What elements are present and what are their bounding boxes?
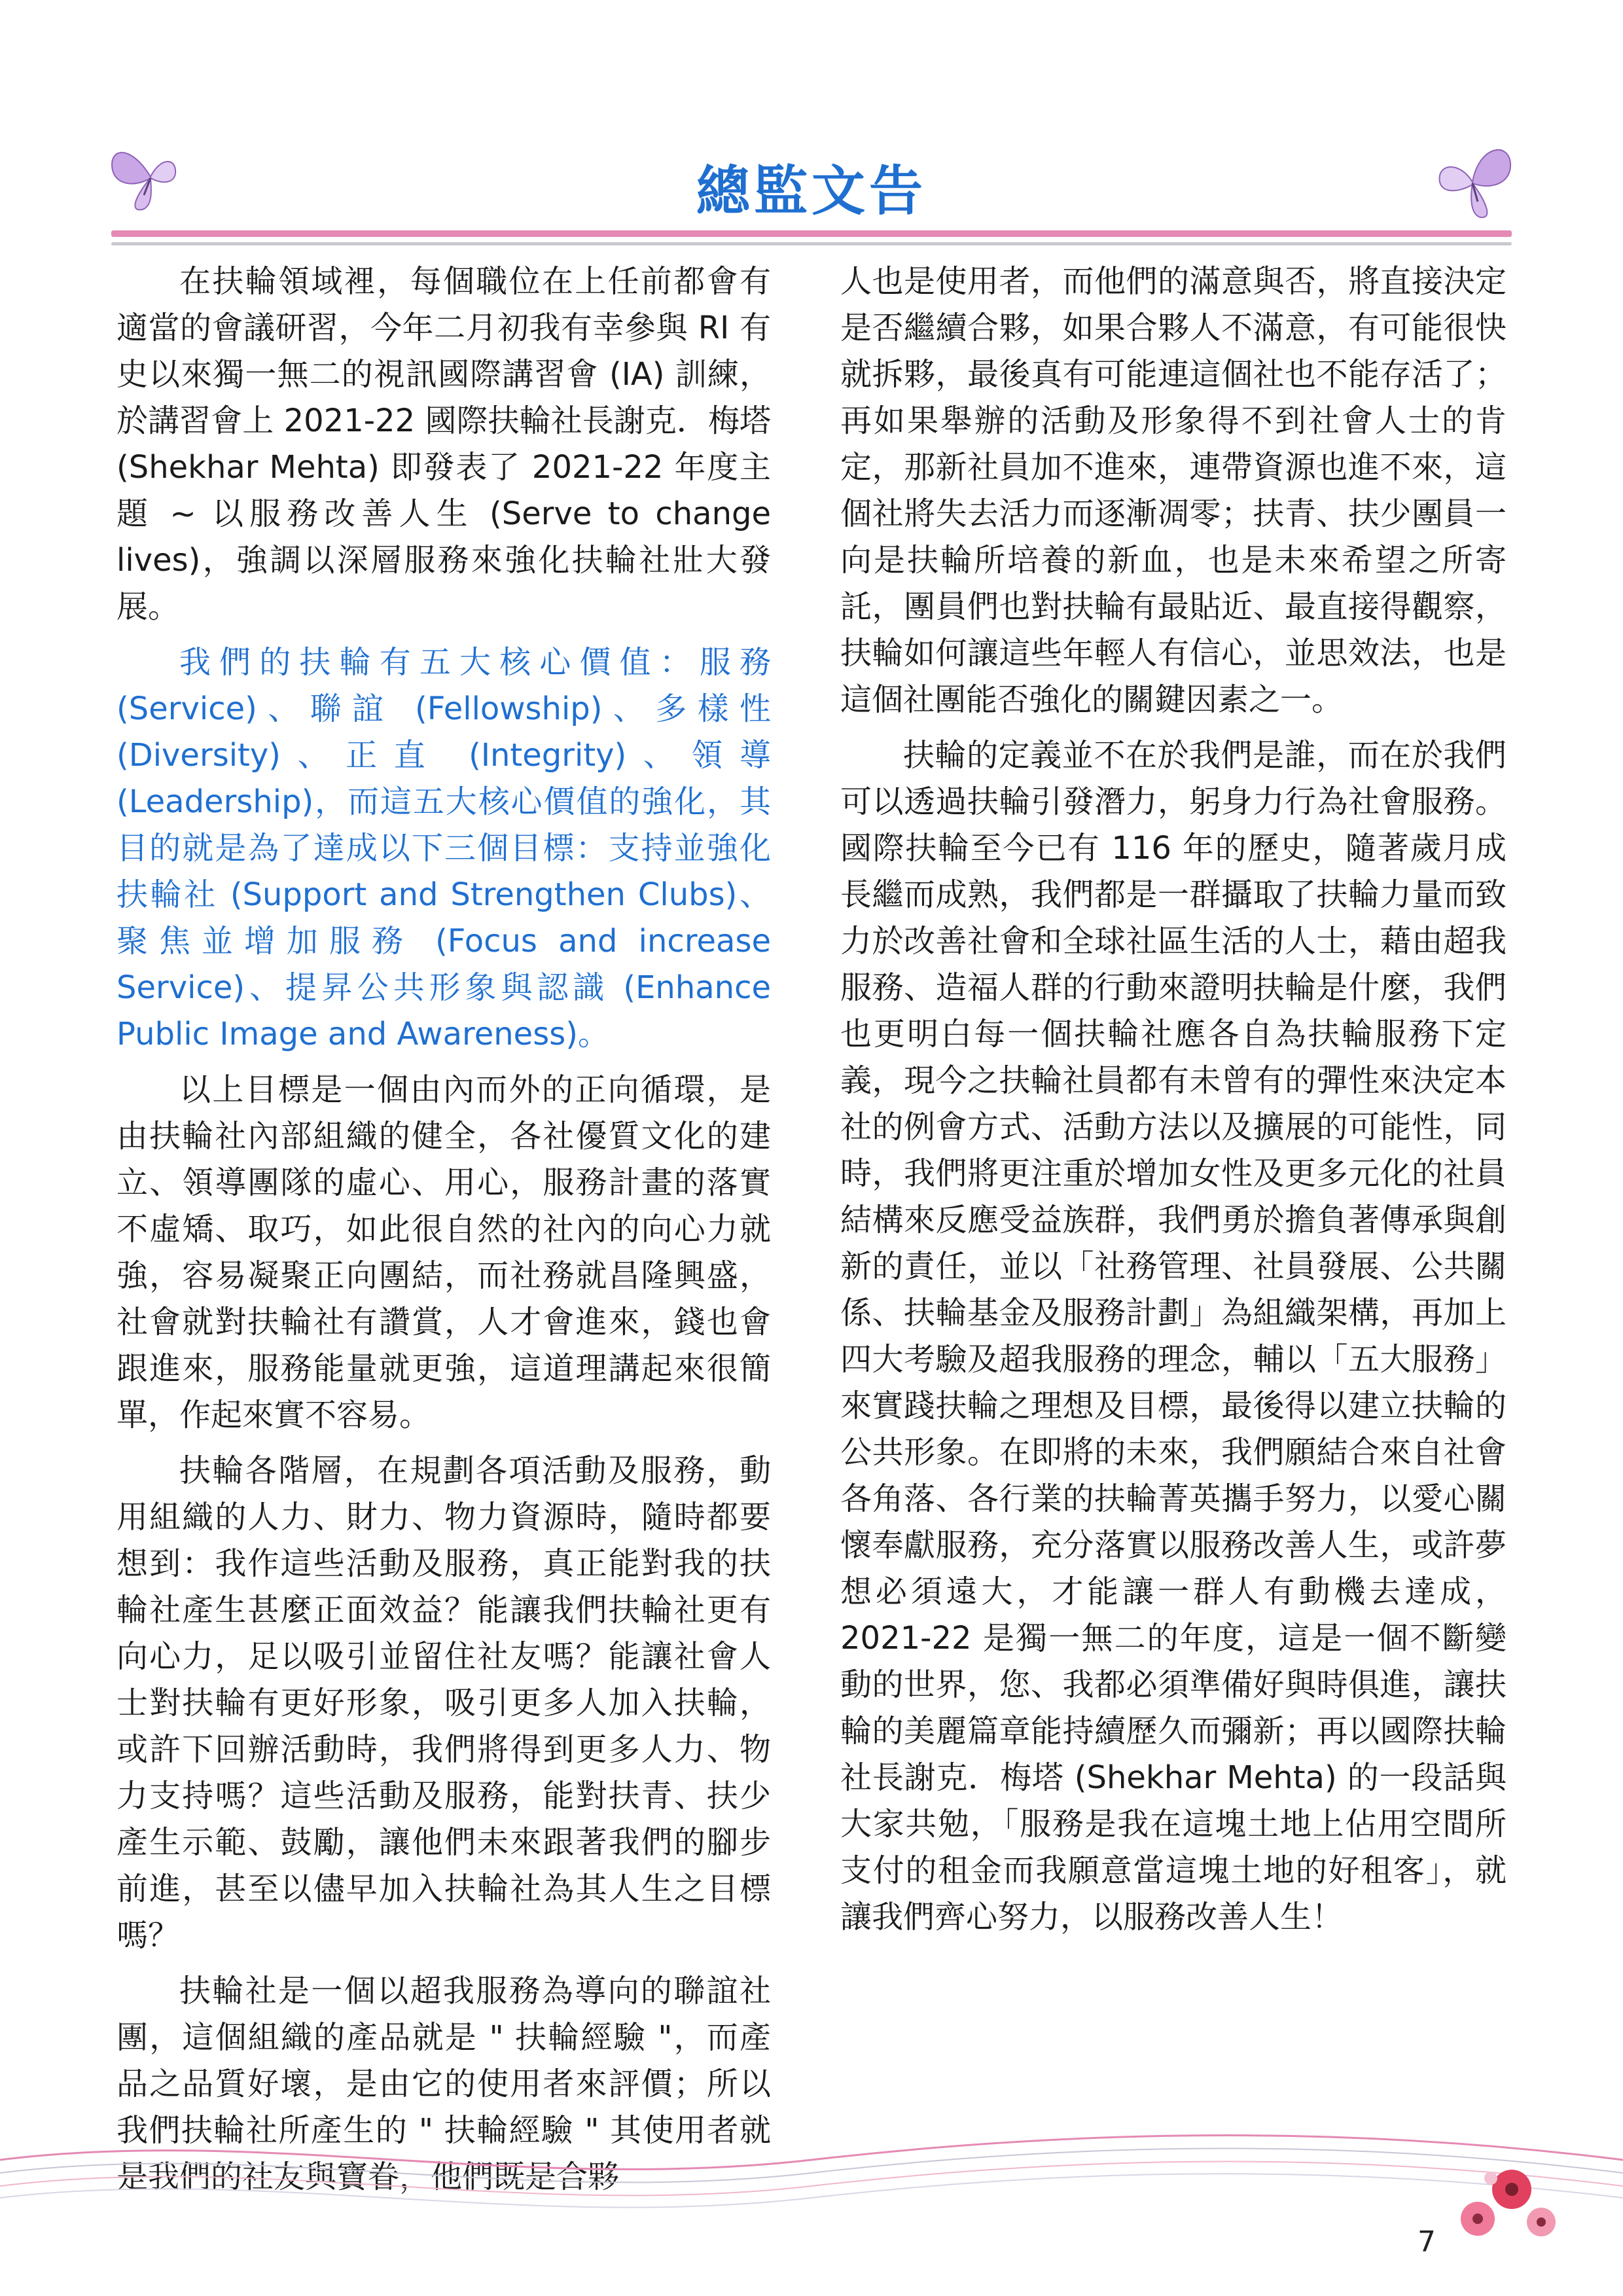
- right-column: [840, 259, 1507, 1950]
- left-column: [116, 259, 771, 2210]
- core-values-paragraph: 我們的扶輪有五大核心價值：服務 (Service)、聯誼 (Fellowship)、多樣性 (Diversity)、正直 (Integrity)、領導 (Leadership)，而這五大核心價值的強化，其目的就是為了達成以下三個目標：支持並強化扶輪社 (Support and Strengthen Clubs)、聚焦並增加服務 (Focus and increase Service)、提昇公共形象與認識 (Enhance Public Image and Awareness)。: [116, 644, 771, 1052]
- paragraph: 扶輪的定義並不在於我們是誰，而在於我們可以透過扶輪引發潛力，躬身力行為社會服務。國際扶輪至今已有 116 年的歷史，隨著歲月成長繼而成熟，我們都是一群攝取了扶輪力量而致力於改善社會和全球社區生活的人士，藉由超我服務、造福人群的行動來證明扶輪是什麼，我們也更明白每一個扶輪社應各自為扶輪服務下定義，現今之扶輪社員都有未曾有的彈性來決定本社的例會方式、活動方法以及擴展的可能性，同時，我們將更注重於增加女性及更多元化的社員結構來反應受益族群，我們勇於擔負著傳承與創新的責任，並以「社務管理、社員發展、公共關係、扶輪基金及服務計劃」為組織架構，再加上四大考驗及超我服務的理念，輔以「五大服務」來實踐扶輪之理想及目標，最後得以建立扶輪的公共形象。在即將的未來，我們願結合來自社會各角落、各行業的扶輪菁英攜手努力，以愛心關懷奉獻服務，充分落實以服務改善人生，或許夢想必須遠大，才能讓一群人有動機去達成，2021-22 是獨一無二的年度，這是一個不斷變動的世界，您、我都必須準備好與時俱進，讓扶輪的美麗篇章能持續歷久而彌新；再以國際扶輪社長謝克．梅塔 (Shekhar Mehta) 的一段話與大家共勉，「服務是我在這塊土地上佔用空間所支付的租金而我願意當這塊土地的好租客」，就讓我們齊心努力，以服務改善人生！: [840, 737, 1507, 1935]
- paragraph: 扶輪社是一個以超我服務為導向的聯誼社團，這個組織的產品就是 " 扶輪經驗 "，而產品之品質好壞，是由它的使用者來評價；所以我們扶輪社所產生的 " 扶輪經驗 " 其使用者就是我們的社友與寶眷，他們既是合夥: [116, 1973, 771, 2195]
- flower-icon: [1461, 2170, 1556, 2236]
- paragraph: 在扶輪領域裡，每個職位在上任前都會有適當的會議研習，今年二月初我有幸參與 RI 有史以來獨一無二的視訊國際講習會 (IA) 訓練，於講習會上 2021-22 國際扶輪社長謝克．梅塔 (Shekhar Mehta) 即發表了 2021-22 年度主題 ~ 以服務改善人生 (Serve to change lives)，強調以深層服務來強化扶輪社壯大發展。: [116, 263, 771, 625]
- title-divider-gray: [111, 242, 1512, 245]
- page-number: 7: [1418, 2225, 1436, 2259]
- paragraph: 人也是使用者，而他們的滿意與否，將直接決定是否繼續合夥，如果合夥人不滿意，有可能很快就拆夥，最後真有可能連這個社也不能存活了；再如果舉辦的活動及形象得不到社會人士的肯定，那新社員加不進來，連帶資源也進不來，這個社將失去活力而逐漸凋零；扶青、扶少團員一向是扶輪所培養的新血，也是未來希望之所寄託，團員們也對扶輪有最貼近、最直接得觀察，扶輪如何讓這些年輕人有信心，並思效法，也是這個社團能否強化的關鍵因素之一。: [840, 263, 1507, 718]
- title-divider-pink: [111, 230, 1512, 237]
- footer-decoration: [0, 2121, 1623, 2296]
- page-title: 總監文告: [696, 160, 927, 223]
- paragraph: 扶輪各階層，在規劃各項活動及服務，動用組織的人力、財力、物力資源時，隨時都要想到：我作這些活動及服務，真正能對我的扶輪社產生甚麼正面效益？能讓我們扶輪社更有向心力，足以吸引並留住社友嗎？能讓社會人士對扶輪有更好形象，吸引更多人加入扶輪，或許下回辦活動時，我們將得到更多人力、物力支持嗎？這些活動及服務，能對扶青、扶少產生示範、鼓勵，讓他們未來跟著我們的腳步前進，甚至以儘早加入扶輪社為其人生之目標嗎？: [116, 1452, 771, 1954]
- paragraph: 以上目標是一個由內而外的正向循環，是由扶輪社內部組織的健全，各社優質文化的建立、領導團隊的虛心、用心，服務計畫的落實不虛矯、取巧，如此很自然的社內的向心力就強，容易凝聚正向團結，而社務就昌隆興盛，社會就對扶輪社有讚賞，人才會進來，錢也會跟進來，服務能量就更強，這道理講起來很簡單，作起來實不容易。: [116, 1071, 771, 1433]
